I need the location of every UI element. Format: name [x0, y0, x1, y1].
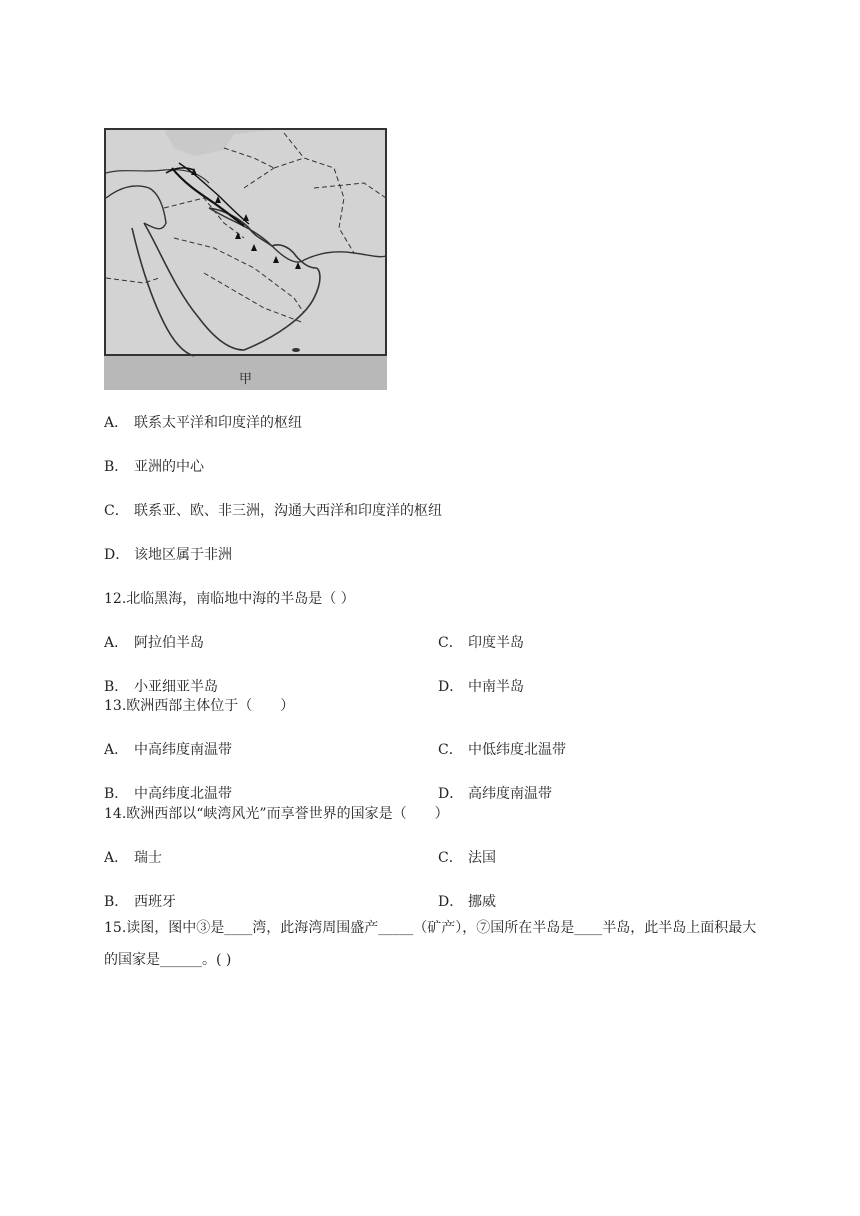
q11-option-d — [104, 546, 232, 564]
q13-option-b — [104, 785, 232, 803]
q14-stem: 14.欧洲西部以“峡湾风光”而享誉世界的国家是（ ） — [104, 806, 449, 822]
q11-option-c — [104, 502, 442, 520]
map-caption: 甲 — [238, 372, 252, 387]
option-text: 法国 — [468, 850, 496, 866]
option-letter: D． — [438, 786, 464, 802]
q14-option-a — [104, 849, 162, 867]
option-letter: A． — [104, 850, 129, 866]
option-text: 印度半岛 — [468, 635, 524, 651]
option-text: 亚洲的中心 — [134, 459, 204, 475]
option-text: 中高纬度南温带 — [134, 742, 232, 758]
option-letter: B． — [104, 679, 129, 695]
option-letter: B． — [104, 894, 129, 910]
option-letter: A． — [104, 415, 129, 431]
option-letter: D． — [438, 894, 464, 910]
option-text: 联系亚、欧、非三洲，沟通大西洋和印度洋的枢纽 — [134, 503, 442, 519]
option-letter: C． — [104, 503, 129, 519]
map-figure — [104, 128, 387, 390]
option-text: 该地区属于非洲 — [134, 547, 232, 563]
q13-stem: 13.欧洲西部主体位于（ ） — [104, 698, 295, 714]
option-text: 中高纬度北温带 — [134, 786, 232, 802]
option-text: 西班牙 — [134, 894, 176, 910]
option-text: 中南半岛 — [468, 679, 524, 695]
q14-option-c — [438, 849, 496, 867]
option-letter: A． — [104, 635, 129, 651]
q14-option-b — [104, 893, 176, 911]
option-letter: C． — [438, 850, 463, 866]
option-text: 联系太平洋和印度洋的枢纽 — [134, 415, 302, 431]
option-letter: B． — [104, 459, 129, 475]
option-text: 阿拉伯半岛 — [134, 635, 204, 651]
middle-east-map — [104, 128, 387, 358]
option-letter: C． — [438, 635, 463, 651]
q14-option-d — [438, 893, 496, 911]
q13-option-d — [438, 785, 552, 803]
option-letter: D． — [104, 547, 130, 563]
q12-stem: 12.北临黑海，南临地中海的半岛是（ ） — [104, 591, 355, 607]
q12-option-d — [438, 678, 524, 696]
q12-option-b — [104, 678, 218, 696]
q13-option-a — [104, 741, 232, 759]
q15-stem: 15.读图，图中③是____湾，此海湾周围盛产_____（矿产），⑦国所在半岛是____半岛，此半岛上面积最大的国家是______。( ) — [104, 920, 757, 968]
option-text: 中低纬度北温带 — [468, 742, 566, 758]
option-letter: C． — [438, 742, 463, 758]
q13-option-c — [438, 741, 566, 759]
option-letter: B． — [104, 786, 129, 802]
option-text: 挪威 — [468, 894, 496, 910]
q11-option-a — [104, 414, 302, 432]
option-text: 小亚细亚半岛 — [134, 679, 218, 695]
q12-option-a — [104, 634, 204, 652]
option-text: 高纬度南温带 — [468, 786, 552, 802]
option-letter: A． — [104, 742, 129, 758]
q12-option-c — [438, 634, 524, 652]
option-text: 瑞士 — [134, 850, 162, 866]
option-letter: D． — [438, 679, 464, 695]
q11-option-b — [104, 458, 204, 476]
